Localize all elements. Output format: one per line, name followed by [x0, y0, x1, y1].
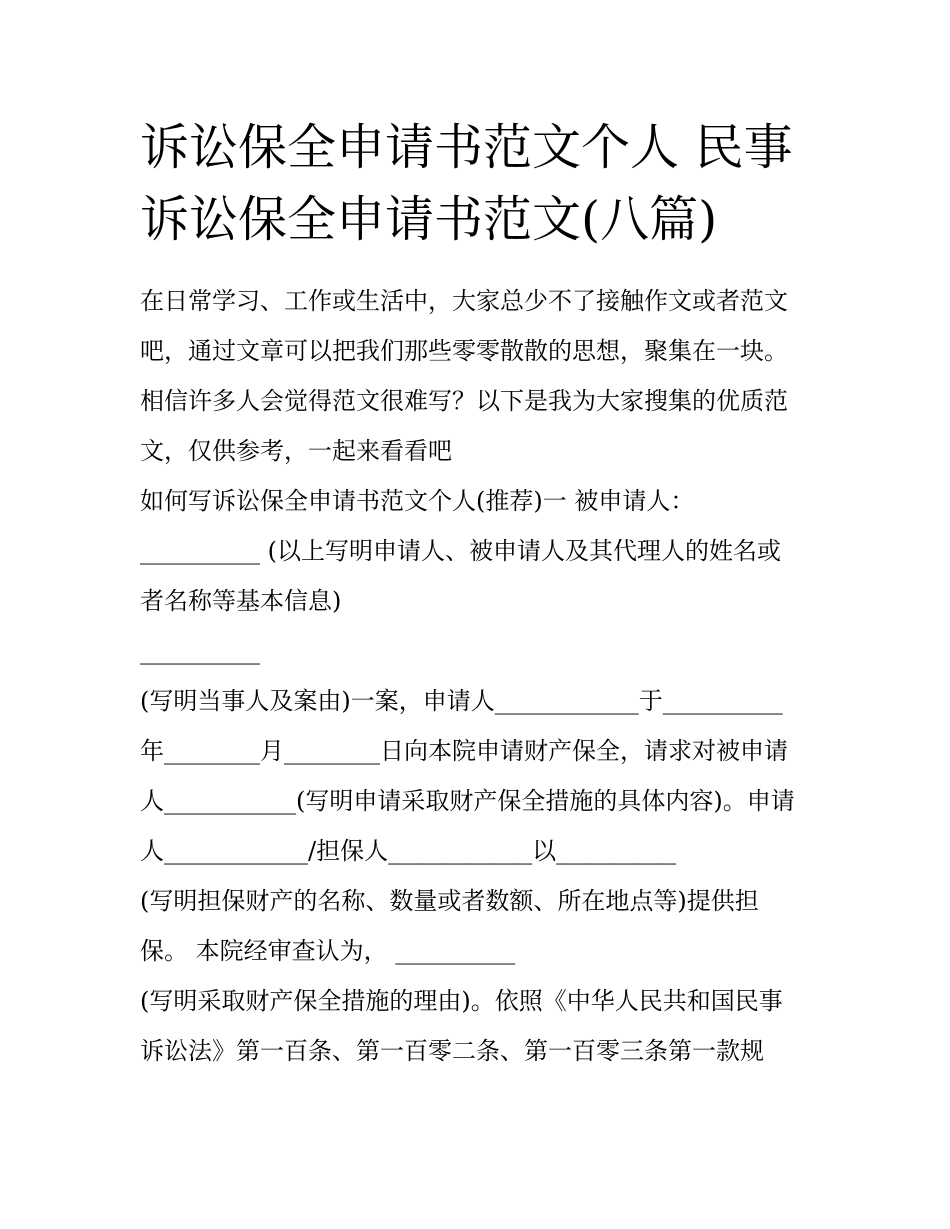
body-line: 保。 本院经审查认为， __________	[140, 937, 516, 965]
body-line: (写明当事人及案由)一案，申请人____________于__________	[140, 687, 783, 715]
body-line: __________	[140, 637, 260, 665]
body-line: 年________月________日向本院申请财产保全，请求对被申请	[140, 737, 788, 765]
body-line: 者名称等基本信息)	[140, 587, 342, 615]
body-line: 在日常学习、工作或生活中，大家总少不了接触作文或者范文	[140, 287, 788, 315]
body-line: (写明采取财产保全措施的理由)。依照《中华人民共和国民事	[140, 987, 783, 1015]
body-line: 相信许多人会觉得范文很难写？以下是我为大家搜集的优质范	[140, 387, 788, 415]
document-body	[140, 276, 830, 1076]
body-line: 人___________(写明申请采取财产保全措施的具体内容)。申请	[140, 787, 795, 815]
title-line-2: 诉讼保全申请书范文(八篇)	[140, 191, 718, 248]
body-line: (写明担保财产的名称、数量或者数额、所在地点等)提供担	[140, 887, 759, 915]
body-line: 如何写诉讼保全申请书范文个人(推荐)一 被申请人：	[140, 487, 695, 515]
body-line: 诉讼法》第一百条、第一百零二条、第一百零三条第一款规	[140, 1037, 764, 1065]
body-line: 人____________/担保人____________以__________	[140, 837, 677, 865]
title-line-1: 诉讼保全申请书范文个人 民事	[140, 119, 793, 176]
body-line: 吧，通过文章可以把我们那些零零散散的思想，聚集在一块。	[140, 337, 788, 365]
document-title	[140, 112, 820, 256]
body-line: 文，仅供参考，一起来看看吧	[140, 437, 452, 465]
body-line: __________ (以上写明申请人、被申请人及其代理人的姓名或	[140, 537, 781, 565]
